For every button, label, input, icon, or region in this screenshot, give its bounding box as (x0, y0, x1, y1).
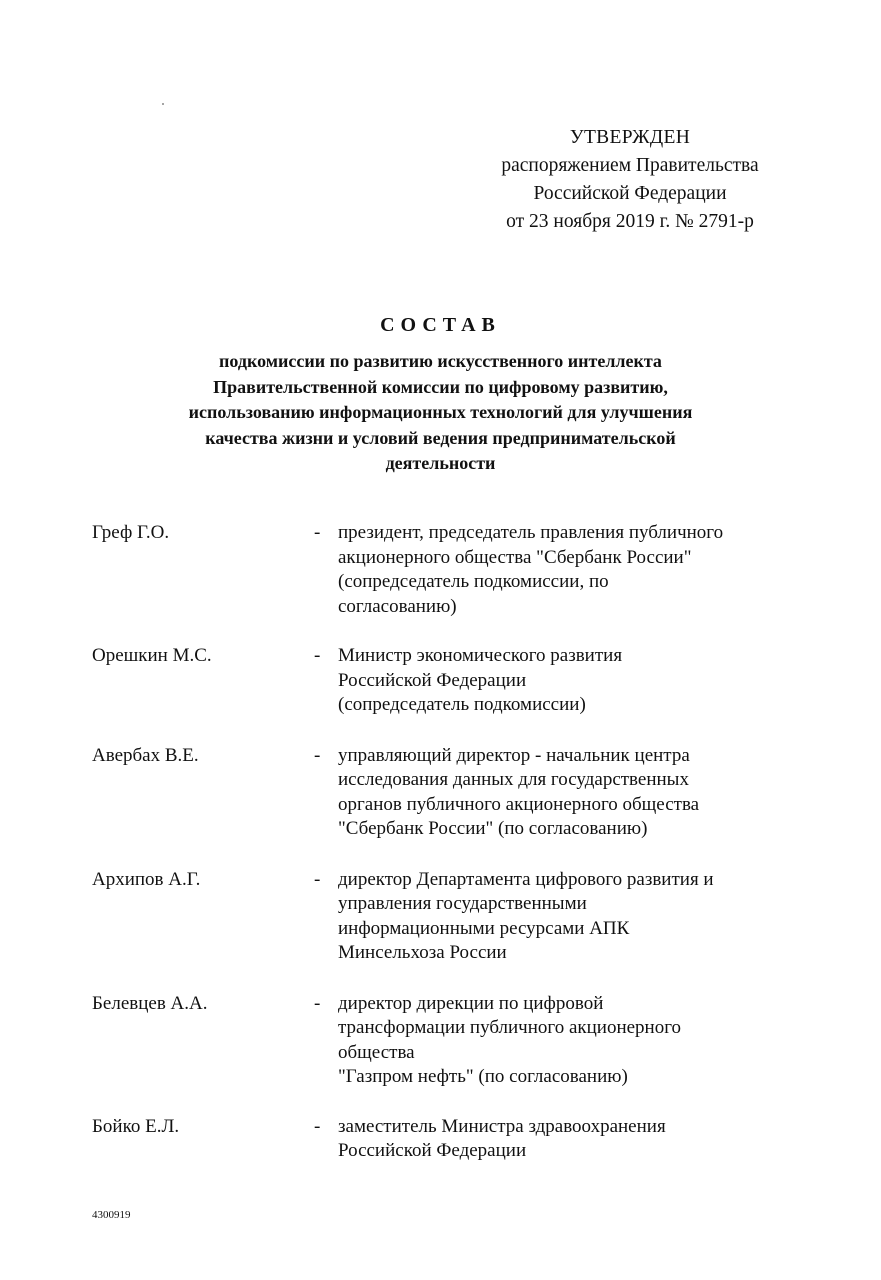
member-role-line: Минсельхоза России (338, 942, 507, 963)
member-role (338, 868, 788, 966)
member-dash: - (314, 1115, 321, 1137)
member-dash: - (314, 522, 321, 543)
member-role-line: (сопредседатель подкомиссии, по (338, 571, 609, 592)
member-role-line: Министр экономического развития (338, 645, 623, 666)
member-role-line: директор Департамента цифрового развития и (338, 868, 714, 890)
member-role-line: управляющий директор - начальник центра (338, 744, 690, 766)
member-role-line: Российской Федерации (338, 669, 527, 691)
member-name: Авербах В.Е. (92, 744, 199, 766)
member-entry (92, 644, 792, 718)
document-subtitle (100, 349, 781, 477)
subtitle-line: деятельности (385, 453, 496, 473)
member-name: Белевцев А.А. (92, 992, 208, 1014)
member-dash: - (314, 992, 321, 1014)
subtitle-line: Правительственной комиссии по цифровому развитию, (213, 376, 668, 397)
member-entry (92, 992, 792, 1090)
member-dash: - (314, 868, 321, 890)
approval-stamp-block (470, 124, 790, 236)
document-number: 4300919 (92, 1209, 131, 1221)
member-role-line: органов публичного акционерного общества (338, 793, 700, 815)
member-role-line: информационными ресурсами АПК (338, 917, 630, 939)
document-title: СОСТАВ (380, 314, 501, 336)
member-role-line: акционерного общества "Сбербанк России" (338, 546, 692, 568)
member-role-line: (сопредседатель подкомиссии) (338, 694, 586, 715)
member-role (338, 992, 788, 1090)
subtitle-line: качества жизни и условий ведения предпринимательской (205, 427, 676, 448)
member-name: Бойко Е.Л. (92, 1115, 180, 1137)
approval-line: от 23 ноября 2019 г. № 2791-р (506, 211, 754, 232)
member-role-line: заместитель Министра здравоохранения (338, 1115, 666, 1137)
member-role-line: Российской Федерации (338, 1140, 527, 1161)
member-name: Греф Г.О. (92, 522, 170, 543)
member-role (338, 1115, 788, 1164)
member-entry (92, 521, 792, 619)
member-role-line: согласованию) (338, 595, 457, 617)
member-role-line: "Сбербанк России" (по согласованию) (338, 818, 648, 839)
member-dash: - (314, 744, 321, 766)
approval-line: Российской Федерации (533, 183, 727, 204)
member-role-line: общества (338, 1041, 415, 1063)
member-role-line: "Газпром нефть" (по согласованию) (338, 1066, 628, 1087)
members-list (92, 521, 792, 1164)
approval-line: распоряжением Правительства (501, 155, 759, 176)
subtitle-line: подкомиссии по развитию искусственного интеллекта (219, 351, 662, 371)
member-role-line: президент, председатель правления публичного (338, 522, 724, 543)
member-name: Архипов А.Г. (92, 868, 201, 890)
subtitle-line: использованию информационных технологий для улучшения (188, 402, 693, 422)
member-role-line: исследования данных для государственных (338, 769, 689, 790)
member-entry (92, 1115, 792, 1164)
member-name: Орешкин М.С. (92, 645, 212, 666)
approval-title: УТВЕРЖДЕН (569, 127, 691, 148)
scan-speck (162, 103, 164, 105)
member-role (338, 744, 788, 842)
member-role-line: директор дирекции по цифровой (338, 992, 604, 1014)
member-entry (92, 868, 792, 966)
member-entry (92, 744, 792, 842)
member-role-line: управления государственными (338, 893, 587, 914)
member-role (338, 521, 788, 619)
member-role (338, 644, 788, 718)
member-dash: - (314, 645, 321, 666)
member-role-line: трансформации публичного акционерного (338, 1017, 682, 1038)
